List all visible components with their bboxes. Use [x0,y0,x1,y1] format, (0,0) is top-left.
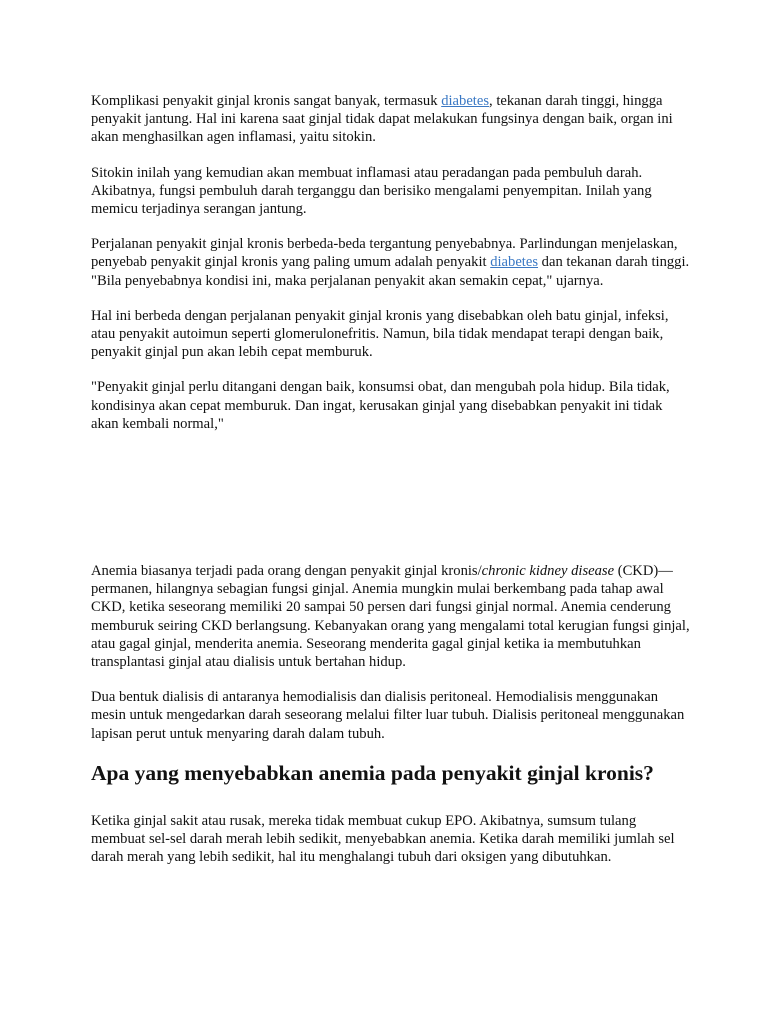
diabetes-link[interactable]: diabetes [441,93,490,109]
article-body [91,92,691,883]
paragraph-cytokine: Sitokin inilah yang kemudian akan membuat inflamasi atau peradangan pada pembuluh darah. Akibatnya, fungsi pembuluh darah terganggu dan berisiko mengalami penyempitan. Inilah yang memicu terjadinya serangan jantung. [91,164,652,218]
blank-gap [91,450,691,562]
paragraph-anemia [91,562,691,671]
paragraph-complications [91,92,691,147]
paragraph-text: dan tekanan darah tinggi. "Bila penyebabnya kondisi ini, maka perjalanan penyakit akan semakin cepat," ujarnya. [91,254,690,289]
paragraph-text: Komplikasi penyakit ginjal kronis sangat banyak, termasuk [91,93,442,109]
paragraph-epo: Ketika ginjal sakit atau rusak, mereka tidak membuat cukup EPO. Akibatnya, sumsum tulang membuat sel-sel darah merah lebih sedikit, menyebabkan anemia. Ketika darah memiliki jumlah sel darah merah yang lebih sedikit, hal itu menghalangi tubuh dari oksigen yang dibutuhkan. [91,812,675,866]
diabetes-link[interactable]: diabetes [490,254,539,271]
paragraph-dialysis: Dua bentuk dialisis di antaranya hemodialisis dan dialisis peritoneal. Hemodialisis menggunakan mesin untuk mengedarkan darah seseorang melalui filter luar tubuh. Dialisis peritoneal menggunakan lapisan perut untuk menyaring darah dalam tubuh. [91,689,685,742]
paragraph-text: (CKD)—permanen, hilangnya sebagian fungsi ginjal. Anemia mungkin mulai berkembang pada tahap awal CKD, ketika seseorang memiliki 20 sampai 50 persen dari fungsi ginjal normal. Anemia cenderung memburuk seiring CKD berlangsung. Kebanyakan orang yang mengalami total kerugian fungsi ginjal, atau gagal ginjal, menderita anemia. Seseorang menderita gagal ginjal ketika ia membutuhkan transplantasi ginjal atau dialisis untuk bertahan hidup. [91,563,690,671]
italic-term: chronic kidney disease [481,563,615,580]
paragraph-disease-course [91,235,691,290]
paragraph-quote: "Penyakit ginjal perlu ditangani dengan baik, konsumsi obat, dan mengubah pola hidup. Bila tidak, kondisinya akan cepat memburuk. Dan ingat, kerusakan ginjal yang disebabkan penyakit ini tidak akan kembali normal," [91,379,670,432]
section-heading: Apa yang menyebabkan anemia pada penyakit ginjal kronis? [91,760,654,785]
paragraph-other-causes: Hal ini berbeda dengan perjalanan penyakit ginjal kronis yang disebabkan oleh batu ginjal, infeksi, atau penyakit autoimun seperti glomerulonefritis. Namun, bila tidak mendapat terapi dengan baik, penyakit ginjal pun akan lebih cepat memburuk. [91,307,669,361]
paragraph-text: Anemia biasanya terjadi pada orang dengan penyakit ginjal kronis/ [91,563,482,580]
paragraph-text: , tekanan darah tinggi, hingga penyakit jantung. Hal ini karena saat ginjal tidak dapat melakukan fungsinya dengan baik, organ ini akan menghasilkan agen inflamasi, yaitu sitokin. [91,93,673,146]
paragraph-text: Perjalanan penyakit ginjal kronis berbeda-beda tergantung penyebabnya. Parlindungan menjelaskan, penyebab penyakit ginjal kronis yang paling umum adalah penyakit [91,236,678,271]
